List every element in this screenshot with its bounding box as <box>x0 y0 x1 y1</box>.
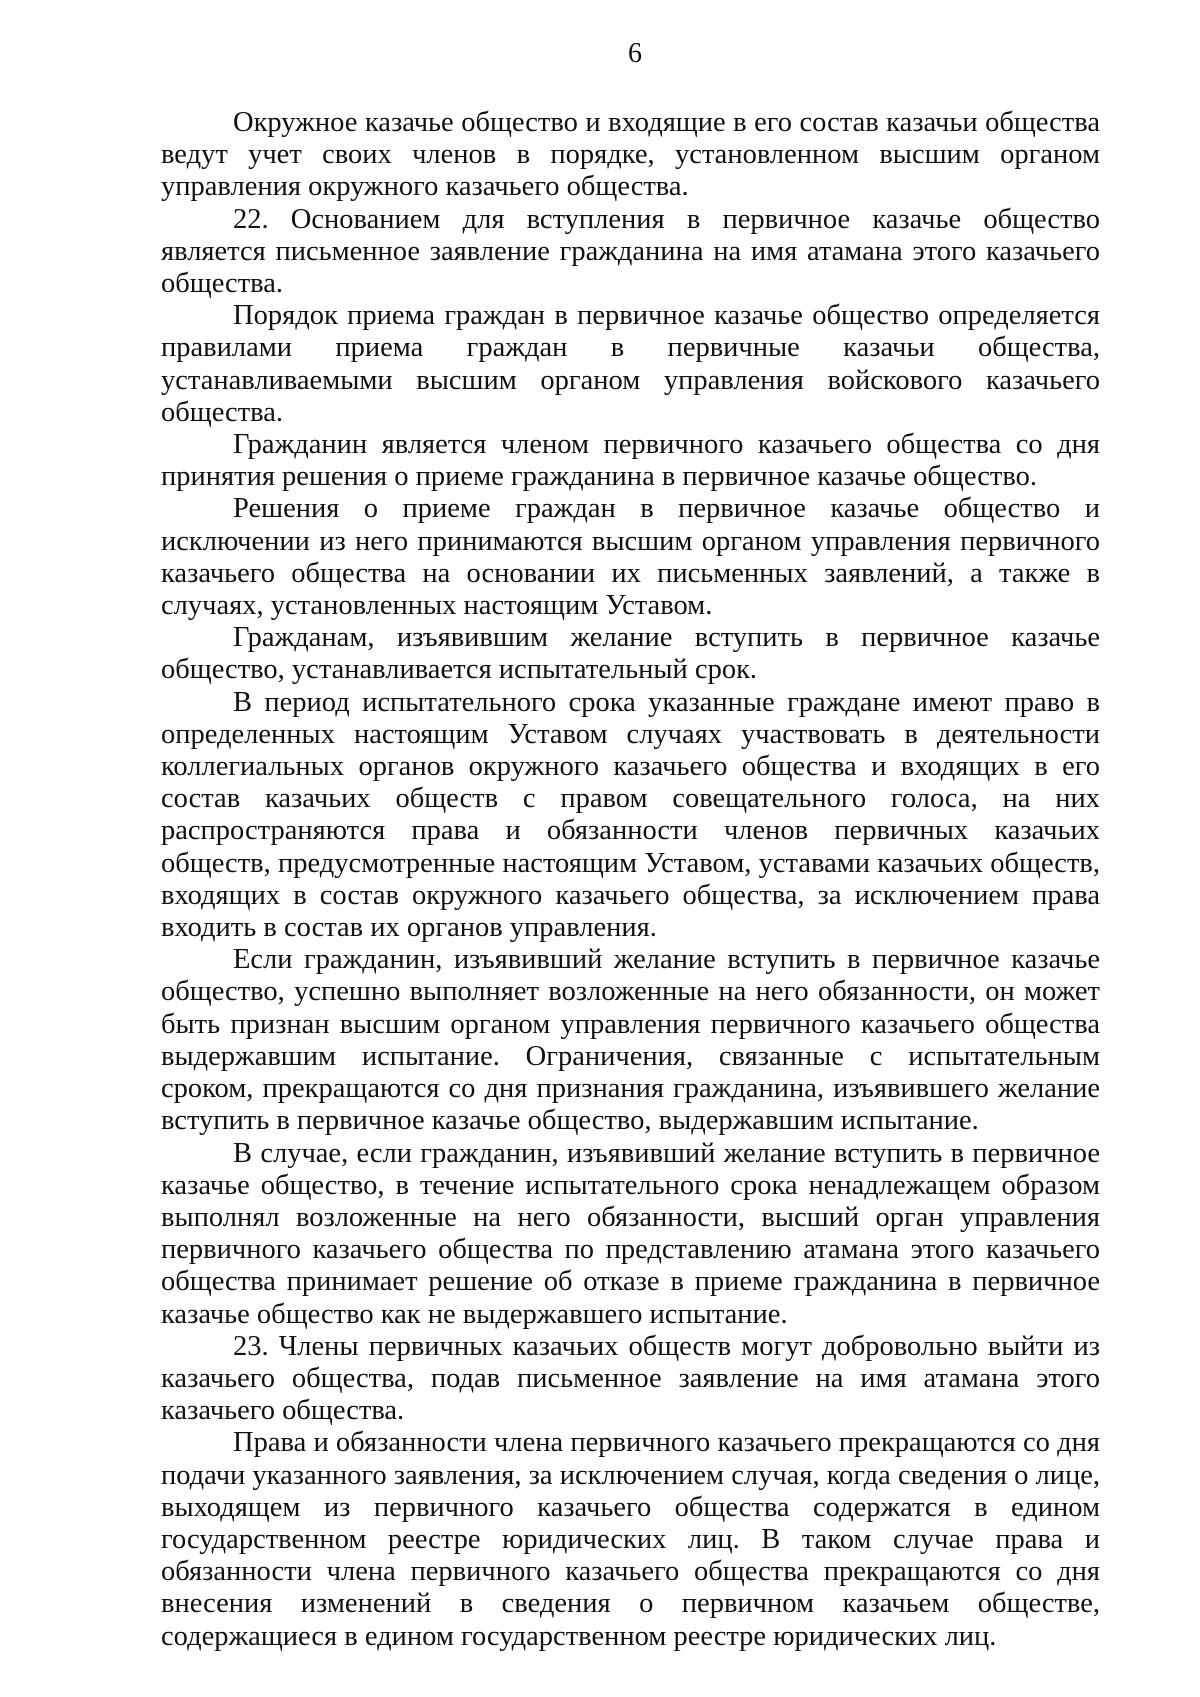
page-number: 6 <box>628 38 642 69</box>
document-body <box>161 107 1100 1653</box>
paragraph-probation-failed: В случае, если гражданин, изъявивший желание вступить в первичное казачье общество, в течение испытательного срока ненадлежащем образом выполнял возложенные на него обязанности, высший орган управления первичного казачьего общества по представлению атамана этого казачьего общества принимает решение об отказе в приеме гражданина в первичное казачье общество как не выдержавшего испытание. <box>161 1137 1100 1330</box>
paragraph-probation-period: Гражданам, изъявившим желание вступить в первичное казачье общество, устанавливается испытательный срок. <box>161 622 1100 686</box>
paragraph-membership-termination: Права и обязанности члена первичного казачьего прекращаются со дня подачи указанного заявления, за исключением случая, когда сведения о лице, выходящем из первичного казачьего общества содержатся в едином государственном реестре юридических лиц. В таком случае права и обязанности члена первичного казачьего общества прекращаются со дня внесения изменений в сведения о первичном казачьем обществе, содержащиеся в едином государственном реестре юридических лиц. <box>161 1427 1100 1652</box>
paragraph-23-voluntary-exit: 23. Члены первичных казачьих обществ могут добровольно выйти из казачьего общества, подав письменное заявление на имя атамана этого казачьего общества. <box>161 1330 1100 1427</box>
paragraph-admission-decisions: Решения о приеме граждан в первичное казачье общество и исключении из него принимаются высшим органом управления первичного казачьего общества на основании их письменных заявлений, а также в случаях, установленных настоящим Уставом. <box>161 493 1100 622</box>
paragraph-admission-procedure: Порядок приема граждан в первичное казачье общество определяется правилами приема граждан в первичные казачьи общества, устанавливаемыми высшим органом управления войскового казачьего общества. <box>161 300 1100 428</box>
paragraph-probation-passed: Если гражданин, изъявивший желание вступить в первичное казачье общество, успешно выполняет возложенные на него обязанности, он может быть признан высшим органом управления первичного казачьего общества выдержавшим испытание. Ограничения, связанные с испытательным сроком, прекращаются со дня признания гражданина, изъявившего желание вступить в первичное казачье общество, выдержавшим испытание. <box>161 944 1100 1137</box>
paragraph-probation-rights: В период испытательного срока указанные граждане имеют право в определенных настоящим Уставом случаях участвовать в деятельности коллегиальных органов окружного казачьего общества и входящих в его состав казачьих обществ с правом совещательного голоса, на них распространяются права и обязанности членов первичных казачьих обществ, предусмотренные настоящим Уставом, уставами казачьих обществ, входящих в состав окружного казачьего общества, за исключением права входить в состав их органов управления. <box>161 686 1100 944</box>
paragraph-household-accounting: Окружное казачье общество и входящие в его состав казачьи общества ведут учет своих членов в порядке, установленном высшим органом управления окружного казачьего общества. <box>161 107 1100 203</box>
paragraph-22-admission-basis: 22. Основанием для вступления в первичное казачье общество является письменное заявление гражданина на имя атамана этого казачьего общества. <box>161 203 1100 300</box>
paragraph-membership-start: Гражданин является членом первичного казачьего общества со дня принятия решения о приеме гражданина в первичное казачье общество. <box>161 429 1100 493</box>
